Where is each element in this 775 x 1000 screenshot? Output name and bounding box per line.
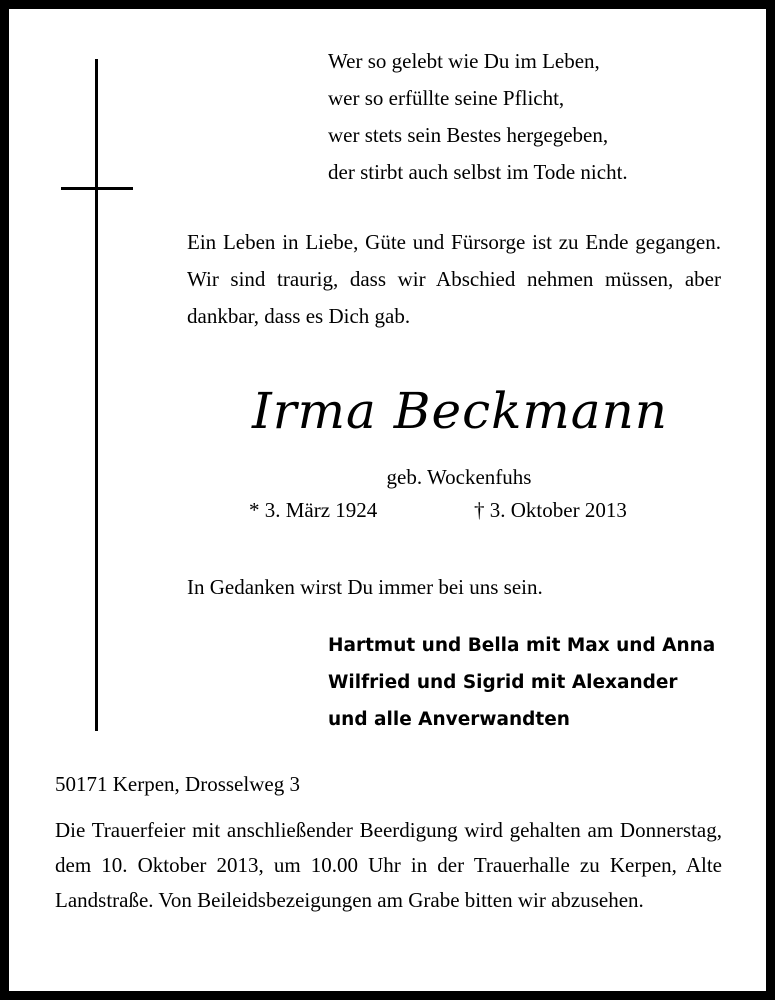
birth-name: geb. Wockenfuhs bbox=[386, 465, 532, 489]
funeral-notice: Die Trauerfeier mit anschließender Beerdigung wird gehalten am Donnerstag, dem 10. Oktober 2013, um 10.00 Uhr in der Trauerhalle zu Kerpen, Alte Landstraße. Von Beileidsbezeigungen am Grabe bitten wir abzusehen. bbox=[55, 818, 722, 912]
birth-date: * 3. März 1924 bbox=[249, 498, 378, 522]
poem-line: wer stets sein Bestes hergegeben, bbox=[328, 123, 609, 147]
remembrance-line: In Gedanken wirst Du immer bei uns sein. bbox=[187, 575, 543, 599]
cross-horizontal-bar bbox=[61, 187, 133, 190]
deceased-name: Irma Beckmann bbox=[251, 382, 669, 440]
mourner-line: und alle Anverwandten bbox=[328, 709, 570, 730]
mourners-list bbox=[328, 627, 715, 738]
intro-paragraph: Ein Leben in Liebe, Güte und Fürsorge ist zu Ende gegangen. Wir sind traurig, dass wir Abschied nehmen müssen, aber dankbar, dass es Dich gab. bbox=[187, 230, 721, 328]
mourner-line: Hartmut und Bella mit Max und Anna bbox=[328, 635, 716, 656]
death-date: † 3. Oktober 2013 bbox=[474, 498, 627, 522]
mourner-line: Wilfried und Sigrid mit Alexander bbox=[328, 672, 678, 693]
poem-line: der stirbt auch selbst im Tode nicht. bbox=[328, 160, 628, 184]
poem-line: wer so erfüllte seine Pflicht, bbox=[328, 86, 565, 110]
address: 50171 Kerpen, Drosselweg 3 bbox=[55, 772, 300, 796]
poem bbox=[328, 43, 628, 191]
poem-line: Wer so gelebt wie Du im Leben, bbox=[328, 49, 600, 73]
